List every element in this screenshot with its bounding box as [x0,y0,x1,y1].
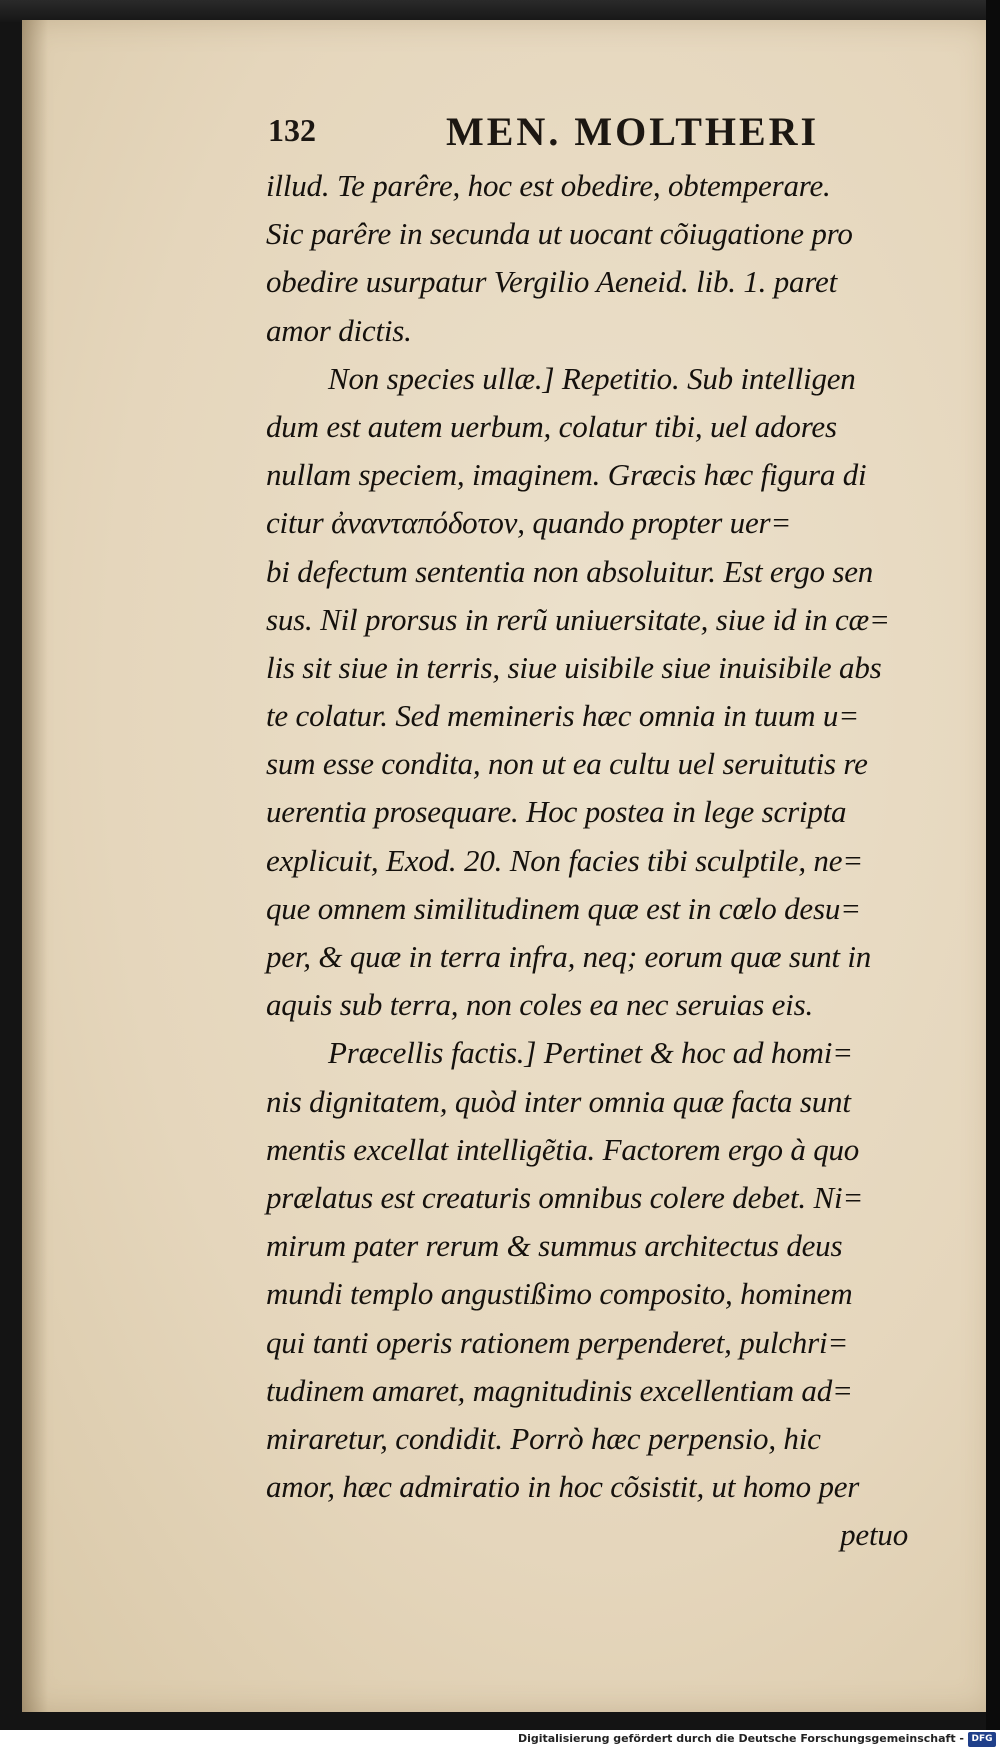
text-line: prælatus est creaturis omnibus colere debet. Ni= [266,1179,864,1215]
text-line: Sic parêre in secunda ut uocant cõiugatione pro [266,216,853,252]
text-line: Non species ullæ.] Repetitio. Sub intelligen [328,360,856,396]
text-line: qui tanti operis rationem perpenderet, pulchri= [266,1324,849,1360]
scan-top-edge [0,0,1000,22]
text-line: sum esse condita, non ut ea cultu uel seruitutis re [266,746,868,782]
text-line: citur ἀνανταπόδοτον, quando propter uer= [266,505,792,541]
funding-credit: Digitalisierung gefördert durch die Deutsche Forschungsgemeinschaft - [517,1732,964,1745]
scan-right-edge [986,0,1000,1730]
text-line: Præcellis factis.] Pertinet & hoc ad homi= [328,1035,853,1071]
text-line: uerentia prosequare. Hoc postea in lege scripta [266,794,847,830]
text-line: lis sit siue in terris, siue uisibile siue inuisibile abs [266,649,882,685]
digitization-footer [0,1730,1000,1750]
text-line: sus. Nil prorsus in rerũ uniuersitate, siue id in cæ= [266,601,890,637]
page-number: 132 [268,112,316,148]
text-line: miraretur, condidit. Porrò hæc perpensio, hic [266,1420,821,1456]
text-line: bi defectum sententia non absoluitur. Est ergo sen [266,553,874,589]
text-line: aquis sub terra, non coles ea nec seruias eis. [266,987,814,1023]
text-line: mirum pater rerum & summus architectus deus [266,1228,843,1264]
dfg-logo-icon: DFG [968,1732,996,1747]
text-line: nullam speciem, imaginem. Græcis hæc figura di [266,457,867,493]
text-line: que omnem similitudinem quæ est in cœlo desu= [266,890,861,926]
text-line: mentis excellat intelligẽtia. Factorem ergo à quo [266,1131,860,1167]
text-line: amor, hæc admiratio in hoc cõsistit, ut homo per [266,1469,860,1505]
text-line: per, & quæ in terra infra, neq; eorum quæ sunt in [266,939,872,974]
text-line: explicuit, Exod. 20. Non facies tibi sculptile, ne= [266,842,864,878]
body-text [266,162,966,1559]
text-line: tudinem amaret, magnitudinis excellentiam ad= [266,1372,853,1408]
text-line: obedire usurpatur Vergilio Aeneid. lib. 1. paret [266,264,838,300]
running-head [268,108,848,158]
catchword: petuo [840,1517,908,1553]
running-title: MEN. MOLTHERI [446,109,820,154]
text-line: mundi templo angustißimo composito, hominem [266,1276,853,1312]
text-line: dum est autem uerbum, colatur tibi, uel adores [266,408,837,444]
text-line: te colatur. Sed memineris hæc omnia in tuum u= [266,698,859,734]
text-line: nis dignitatem, quòd inter omnia quæ facta sunt [266,1083,851,1119]
page-gutter-shadow [22,20,48,1712]
text-line: amor dictis. [266,312,412,348]
text-line: illud. Te parêre, hoc est obedire, obtemperare. [266,168,831,203]
